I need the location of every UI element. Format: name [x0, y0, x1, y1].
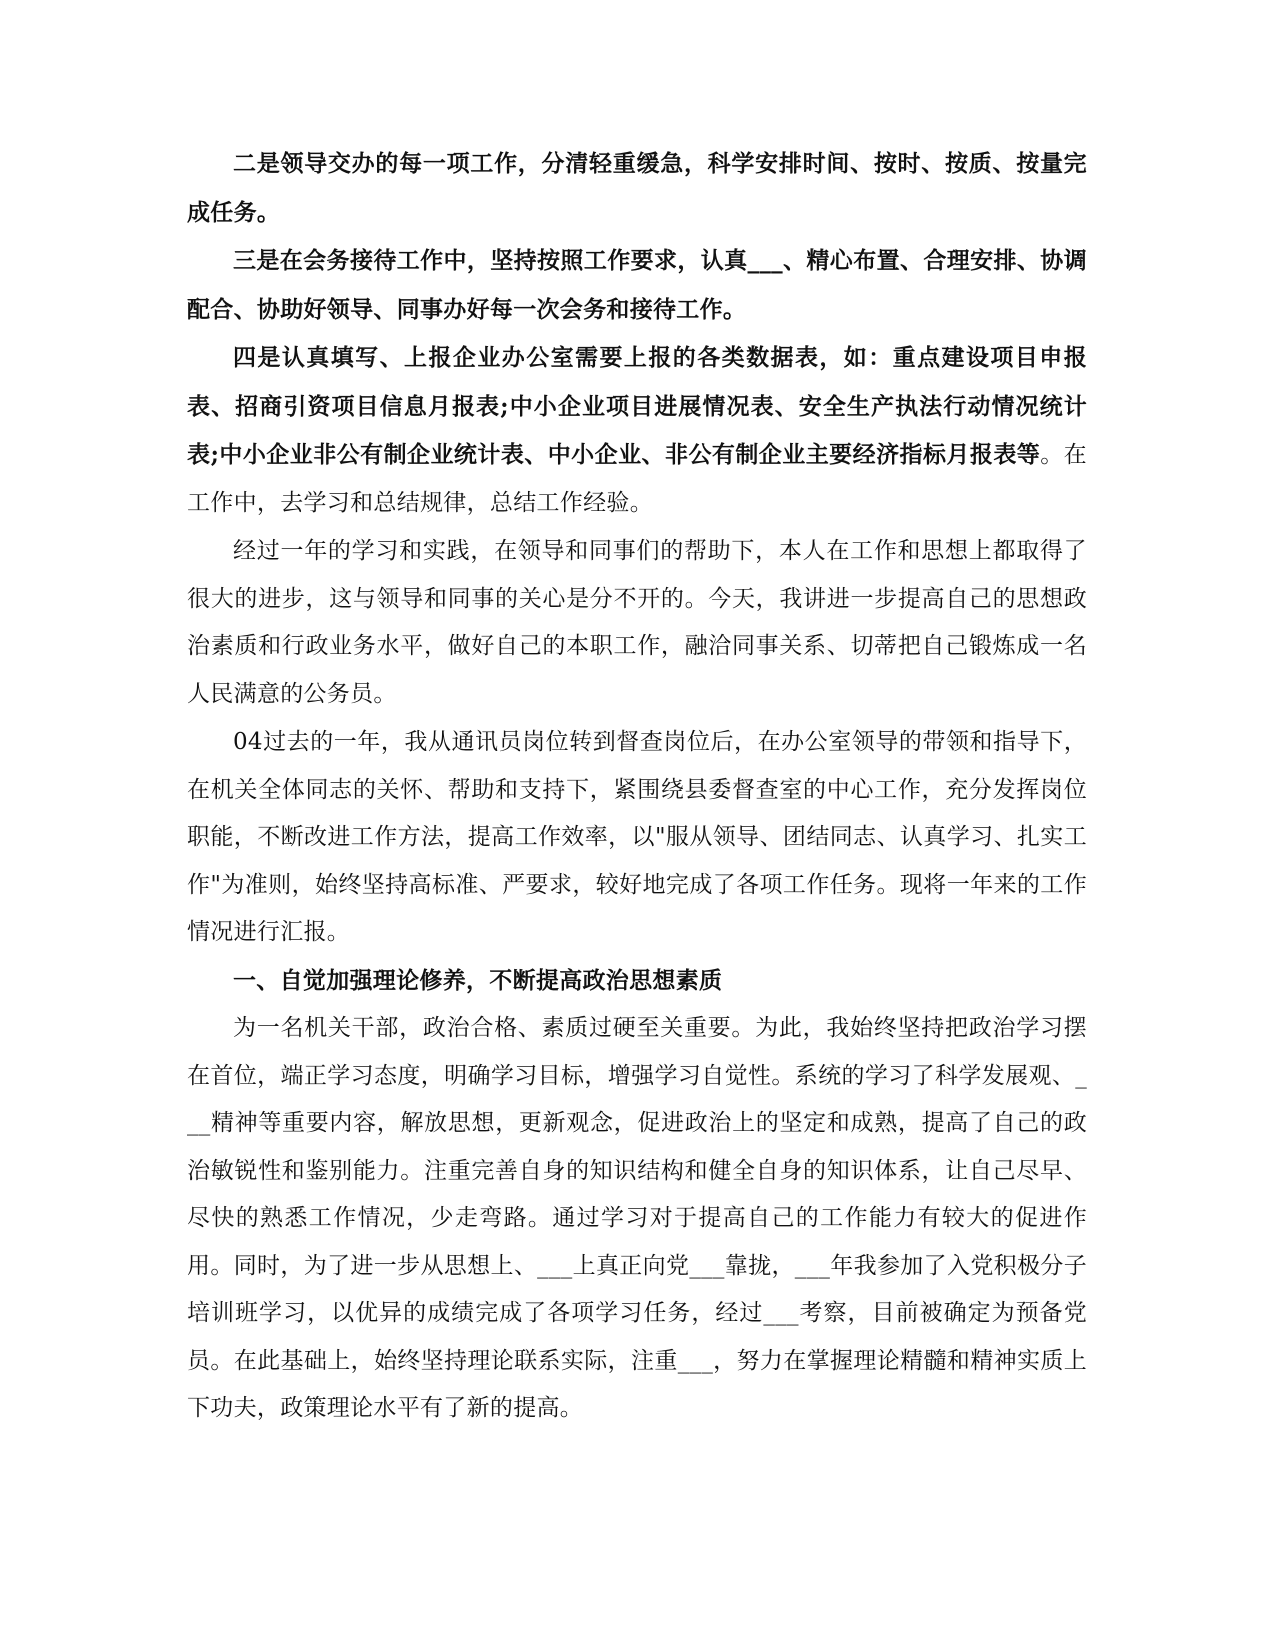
paragraph-bold-text: 二是领导交办的每一项工作，分清轻重缓急，科学安排时间、按时、按质、按量完成任务。 [187, 150, 1087, 226]
paragraph-work-report-intro [187, 718, 1087, 957]
paragraph-text: 经过一年的学习和实践，在领导和同事们的帮助下，本人在工作和思想上都取得了很大的进步，这与领导和同事的关心是分不开的。今天，我讲进一步提高自己的思想政治素质和行政业务水平，做好自己的本职工作，融洽同事关系、切蒂把自己锻炼成一名人民满意的公务员。 [187, 538, 1087, 707]
section-heading-text: 一、自觉加强理论修养，不断提高政治思想素质 [233, 966, 723, 994]
paragraph-text: 为一名机关干部，政治合格、素质过硬至关重要。为此，我始终坚持把政治学习摆在首位，端正学习态度，明确学习目标，增强学习自觉性。系统的学习了科学发展观、___精神等重要内容，解放思想，更新观念，促进政治上的坚定和成熟，提高了自己的政治敏锐性和鉴别能力。注重完善自身的知识结构和健全自身的知识体系，让自己尽早、尽快的熟悉工作情况，少走弯路。通过学习对于提高自己的工作能力有较大的促进作用。同时，为了进一步从思想上、___上真正向党___靠拢，___年我参加了入党积极分子培训班学习，以优异的成绩完成了各项学习任务，经过___考察，目前被确定为预备党员。在此基础上，始终坚持理论联系实际，注重___，努力在掌握理论精髓和精神实质上下功夫，政策理论水平有了新的提高。 [187, 1015, 1087, 1421]
paragraph-task-completion [187, 140, 1087, 237]
paragraph-bold-text: 三是在会务接待工作中，坚持按照工作要求，认真___、精心布置、合理安排、协调配合、协助好领导、同事办好每一次会务和接待工作。 [187, 247, 1087, 323]
paragraph-data-reports [187, 334, 1087, 527]
section-heading [187, 957, 1087, 1005]
paragraph-text: 。在工作中，去学习和总结规律，总结工作经验。 [187, 442, 1087, 516]
paragraph-text: 04过去的一年，我从通讯员岗位转到督查岗位后，在办公室领导的带领和指导下，在机关全体同志的关怀、帮助和支持下，紧围绕县委督查室的中心工作，充分发挥岗位职能，不断改进工作方法，提高工作效率，以"服从领导、团结同志、认真学习、扎实工作"为准则，始终坚持高标准、严要求，较好地完成了各项工作任务。现将一年来的工作情况进行汇报。 [187, 729, 1087, 945]
paragraph-political-study [187, 1004, 1087, 1433]
paragraph-year-summary [187, 527, 1087, 718]
paragraph-bold-text: 四是认真填写、上报企业办公室需要上报的各类数据表，如：重点建设项目申报表、招商引资项目信息月报表;中小企业项目进展情况表、安全生产执法行动情况统计表;中小企业非公有制企业统计表、中小企业、非公有制企业主要经济指标月报表等 [187, 344, 1087, 468]
paragraph-meeting-reception [187, 237, 1087, 334]
document-page [187, 140, 1087, 1433]
